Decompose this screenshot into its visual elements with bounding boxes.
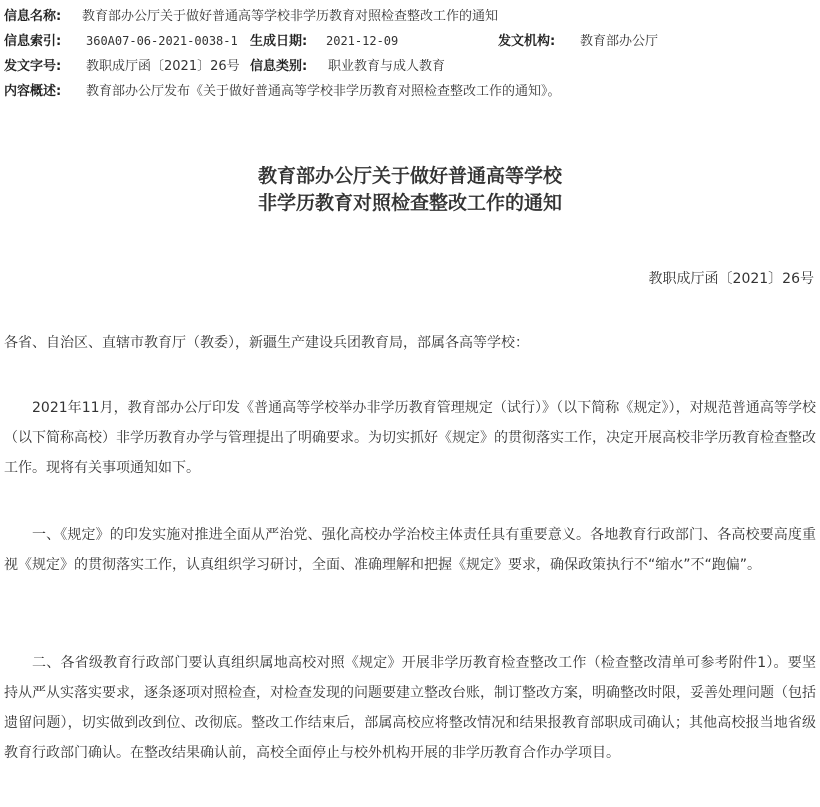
meta-row-title	[4, 4, 816, 29]
document-number: 教职成厅函〔2021〕26号	[648, 271, 814, 287]
meta-issuer-value: 教育部办公厅	[580, 34, 659, 49]
meta-docno-value: 教职成厅函〔2021〕26号	[86, 59, 240, 74]
meta-category-value: 职业教育与成人教育	[328, 59, 446, 74]
meta-summary-value: 教育部办公厅发布《关于做好普通高等学校非学历教育对照检查整改工作的通知》。	[86, 84, 561, 99]
meta-date-value: 2021-12-09	[326, 34, 399, 48]
meta-issuer-label: 发文机构:	[498, 34, 556, 49]
document-title-line-2: 非学历教育对照检查整改工作的通知	[257, 192, 562, 214]
meta-docno-label: 发文字号:	[4, 59, 62, 74]
paragraph-1: 2021年11月，教育部办公厅印发《普通高等学校举办非学历教育管理规定（试行）》（以下简称《规定》），对规范普通高等学校（以下简称高校）非学历教育办学与管理提出了明确要求。为切实抓好《规定》的贯彻落实工作，决定开展高校非学历教育检查整改工作。现将有关事项通知如下。	[4, 400, 816, 476]
salutation: 各省、自治区、直辖市教育厅（教委），新疆生产建设兵团教育局，部属各高等学校：	[4, 335, 529, 351]
meta-row-docno	[4, 54, 816, 79]
meta-row-summary	[4, 79, 816, 104]
meta-row-index	[4, 29, 816, 54]
meta-date-label: 生成日期:	[250, 34, 308, 49]
meta-index-value: 360A07-06-2021-0038-1	[86, 34, 238, 48]
document-title-line-1: 教育部办公厅关于做好普通高等学校	[257, 165, 562, 187]
document-title	[0, 163, 820, 217]
paragraph-2: 一、《规定》的印发实施对推进全面从严治党、强化高校办学治校主体责任具有重要意义。各地教育行政部门、各高校要高度重视《规定》的贯彻落实工作，认真组织学习研讨，全面、准确理解和把握《规定》要求，确保政策执行不“缩水”不“跑偏”。	[4, 527, 816, 573]
meta-title-value: 教育部办公厅关于做好普通高等学校非学历教育对照检查整改工作的通知	[82, 9, 499, 24]
paragraph-3: 二、各省级教育行政部门要认真组织属地高校对照《规定》开展非学历教育检查整改工作（检查整改清单可参考附件1）。要坚持从严从实落实要求，逐条逐项对照检查，对检查发现的问题要建立整改台账，制订整改方案，明确整改时限，妥善处理问题（包括遗留问题），切实做到改到位、改彻底。整改工作结束后，部属高校应将整改情况和结果报教育部职成司确认；其他高校报当地省级教育行政部门确认。在整改结果确认前，高校全面停止与校外机构开展的非学历教育合作办学项目。	[4, 655, 816, 761]
meta-index-label: 信息索引:	[4, 34, 62, 49]
meta-title-label: 信息名称:	[4, 9, 62, 24]
meta-summary-label: 内容概述:	[4, 84, 62, 99]
document-metadata	[4, 4, 816, 104]
meta-category-label: 信息类别:	[250, 59, 308, 74]
